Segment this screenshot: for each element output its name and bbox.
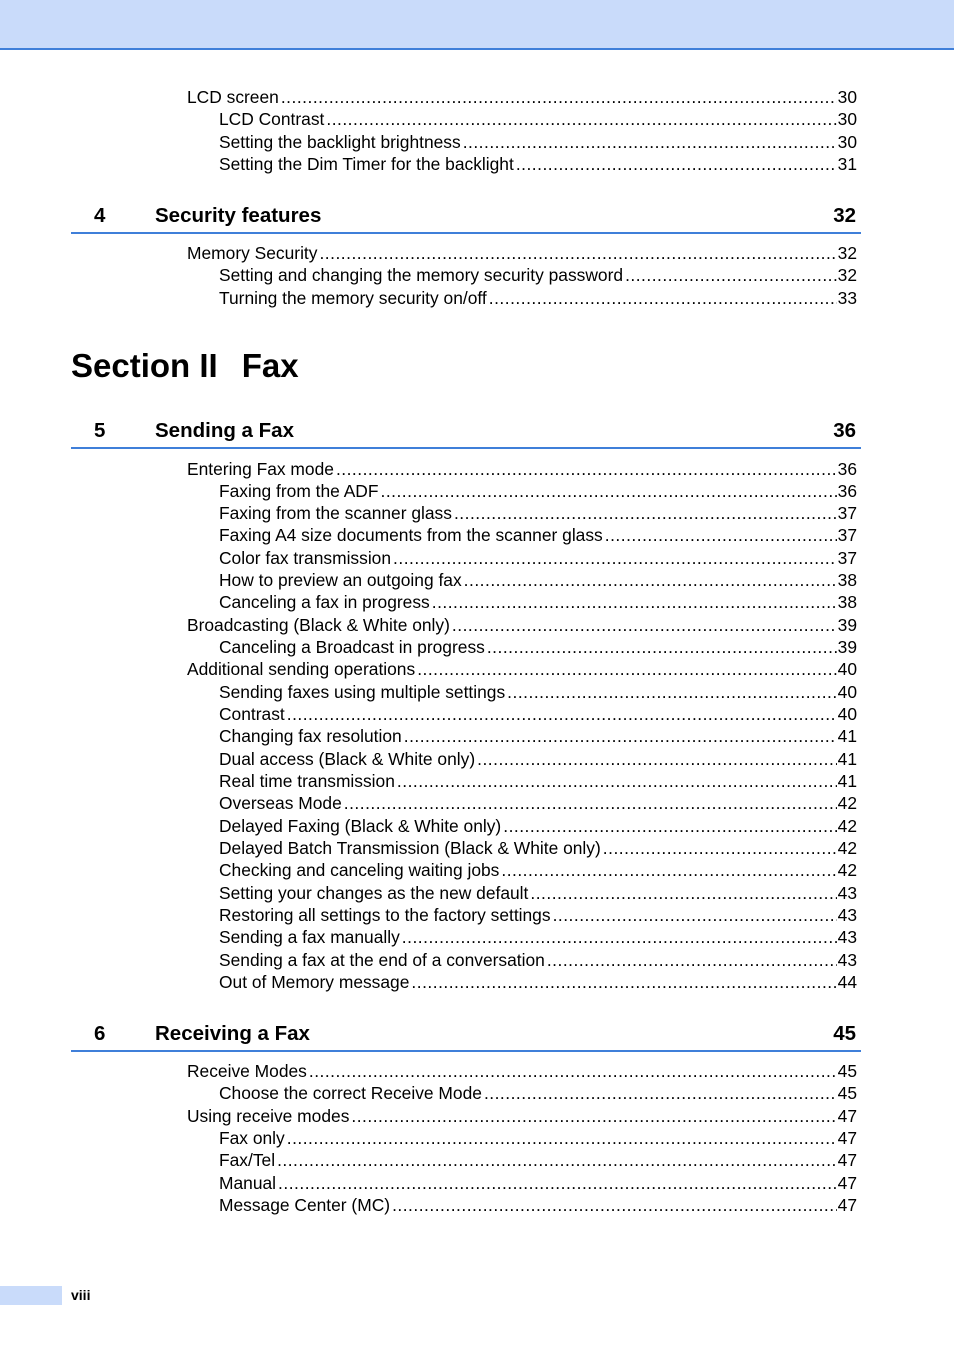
dot-leader (503, 816, 836, 836)
toc-entry-page: 47 (837, 1195, 857, 1215)
toc-entry[interactable] (219, 927, 857, 947)
dot-leader (417, 659, 836, 679)
toc-entry-page: 37 (837, 548, 857, 568)
dot-leader (507, 682, 837, 702)
chapter-title: Receiving a Fax (155, 1022, 310, 1045)
toc-entry[interactable] (219, 972, 857, 992)
toc-entry-page: 43 (837, 905, 857, 925)
toc-entry-title: Turning the memory security on/off (219, 288, 487, 308)
dot-leader (392, 1195, 837, 1215)
toc-entry-page: 37 (837, 525, 857, 545)
toc-entry-title: Broadcasting (Black & White only) (187, 615, 450, 635)
header-band (0, 0, 954, 50)
toc-entry[interactable] (219, 704, 857, 724)
toc-entry-title: Real time transmission (219, 771, 395, 791)
dot-leader (277, 1150, 837, 1170)
dot-leader (309, 1061, 837, 1081)
toc-entry-title: Overseas Mode (219, 793, 342, 813)
toc-entry[interactable] (219, 265, 857, 285)
toc-entry-title: Receive Modes (187, 1061, 307, 1081)
toc-entry-title: Faxing from the ADF (219, 481, 379, 501)
footer-band (0, 1286, 62, 1305)
toc-entry[interactable] (219, 1173, 857, 1193)
dot-leader (432, 592, 837, 612)
toc-entry[interactable] (219, 883, 857, 903)
toc-entry-title: Message Center (MC) (219, 1195, 391, 1215)
toc-entry-title: Canceling a fax in progress (219, 592, 430, 612)
chapter-heading[interactable] (71, 202, 861, 234)
dot-leader (411, 972, 836, 992)
toc-entry-page: 39 (837, 637, 857, 657)
toc-entry-page: 42 (837, 838, 857, 858)
dot-leader (501, 860, 836, 880)
toc-entry-title: Fax only (219, 1128, 285, 1148)
dot-leader (463, 132, 837, 152)
toc-entry[interactable] (219, 816, 857, 836)
toc-entry-title: Manual (219, 1173, 277, 1193)
toc-entry-page: 45 (837, 1061, 857, 1081)
toc-entry-title: Setting your changes as the new default (219, 883, 529, 903)
dot-leader (393, 548, 837, 568)
toc-entry-title: Faxing from the scanner glass (219, 503, 452, 523)
toc-entry-page: 32 (837, 265, 857, 285)
toc-entry-page: 36 (837, 481, 857, 501)
page-number: viii (71, 1287, 91, 1303)
toc-entry[interactable] (219, 838, 857, 858)
toc-entry-title: Setting the Dim Timer for the backlight (219, 154, 514, 174)
toc-entry-page: 40 (837, 704, 857, 724)
dot-leader (397, 771, 837, 791)
toc-entry-page: 38 (837, 592, 857, 612)
toc-entry[interactable] (219, 1083, 857, 1103)
dot-leader (487, 637, 837, 657)
toc-entry[interactable] (187, 1106, 857, 1126)
dot-leader (625, 265, 837, 285)
chapter-heading[interactable] (71, 1020, 861, 1052)
dot-leader (484, 1083, 837, 1103)
section-name: Fax (241, 347, 299, 384)
toc-entry[interactable] (219, 481, 857, 501)
toc-entry-page: 43 (837, 927, 857, 947)
toc-entry[interactable] (187, 243, 857, 263)
dot-leader (287, 704, 837, 724)
toc-entry-title: Setting the backlight brightness (219, 132, 461, 152)
dot-leader (489, 288, 837, 308)
dot-leader (464, 570, 837, 590)
toc-entry-page: 47 (837, 1128, 857, 1148)
toc-entry-title: Additional sending operations (187, 659, 416, 679)
toc-entry-title: Sending faxes using multiple settings (219, 682, 506, 702)
toc-entry-page: 47 (837, 1173, 857, 1193)
toc-entry-title: Sending a fax manually (219, 927, 400, 947)
toc-entry-page: 30 (837, 109, 857, 129)
toc-entry[interactable] (219, 109, 857, 129)
toc-entry-page: 42 (837, 793, 857, 813)
dot-leader (605, 525, 837, 545)
toc-entry[interactable] (219, 1150, 857, 1170)
toc-entry-title: Color fax transmission (219, 548, 392, 568)
toc-entry[interactable] (219, 132, 857, 152)
toc-entry-title: Contrast (219, 704, 285, 724)
dot-leader (530, 883, 836, 903)
toc-entry-page: 40 (837, 659, 857, 679)
toc-entry-page: 47 (837, 1150, 857, 1170)
toc-entry-title: How to preview an outgoing fax (219, 570, 462, 590)
toc-entry-title: Entering Fax mode (187, 459, 334, 479)
toc-entry-title: Setting and changing the memory security password (219, 265, 624, 285)
toc-entry[interactable] (219, 570, 857, 590)
dot-leader (516, 154, 837, 174)
toc-entry-page: 47 (837, 1106, 857, 1126)
toc-entry-title: LCD screen (187, 87, 279, 107)
toc-entry[interactable] (187, 615, 857, 635)
dot-leader (319, 243, 836, 263)
toc-entry-title: Faxing A4 size documents from the scanner glass (219, 525, 603, 545)
toc-entry[interactable] (219, 860, 857, 880)
toc-entry[interactable] (219, 525, 857, 545)
toc-entry[interactable] (187, 1061, 857, 1081)
dot-leader (477, 749, 837, 769)
toc-entry-page: 42 (837, 860, 857, 880)
dot-leader (380, 481, 836, 501)
toc-entry-title: Memory Security (187, 243, 318, 263)
toc-entry-page: 43 (837, 883, 857, 903)
toc-entry[interactable] (219, 726, 857, 746)
dot-leader (452, 615, 837, 635)
chapter-number: 5 (94, 419, 106, 442)
toc-entry-page: 31 (837, 154, 857, 174)
dot-leader (603, 838, 837, 858)
toc-entry[interactable] (219, 503, 857, 523)
toc-entry-title: Checking and canceling waiting jobs (219, 860, 500, 880)
toc-entry-title: LCD Contrast (219, 109, 325, 129)
dot-leader (553, 905, 837, 925)
dot-leader (287, 1128, 837, 1148)
dot-leader (326, 109, 836, 129)
toc-entry[interactable] (219, 749, 857, 769)
toc-entry-title: Dual access (Black & White only) (219, 749, 476, 769)
dot-leader (281, 87, 837, 107)
toc-entry[interactable] (219, 771, 857, 791)
toc-entry-title: Out of Memory message (219, 972, 410, 992)
toc-entry[interactable] (187, 459, 857, 479)
toc-entry-title: Using receive modes (187, 1106, 350, 1126)
toc-entry[interactable] (219, 637, 857, 657)
toc-entry[interactable] (219, 793, 857, 813)
dot-leader (404, 726, 837, 746)
chapter-page: 36 (833, 419, 856, 442)
toc-entry[interactable] (219, 905, 857, 925)
chapter-page: 45 (833, 1022, 856, 1045)
toc-entry[interactable] (219, 1195, 857, 1215)
dot-leader (344, 793, 837, 813)
toc-entry-page: 41 (837, 749, 857, 769)
dot-leader (351, 1106, 836, 1126)
toc-entry-title: Delayed Faxing (Black & White only) (219, 816, 502, 836)
toc-entry-title: Canceling a Broadcast in progress (219, 637, 485, 657)
chapter-heading[interactable] (71, 417, 861, 449)
chapter-page: 32 (833, 204, 856, 227)
toc-entry-page: 44 (837, 972, 857, 992)
toc-entry-page: 39 (837, 615, 857, 635)
toc-entry-page: 37 (837, 503, 857, 523)
toc-entry-page: 36 (837, 459, 857, 479)
toc-entry[interactable] (219, 682, 857, 702)
toc-entry-page: 32 (837, 243, 857, 263)
dot-leader (402, 927, 837, 947)
toc-entry-title: Delayed Batch Transmission (Black & White only) (219, 838, 601, 858)
dot-leader (454, 503, 837, 523)
toc-entry[interactable] (219, 288, 857, 308)
toc-entry-title: Sending a fax at the end of a conversation (219, 950, 545, 970)
toc-entry-title: Fax/Tel (219, 1150, 276, 1170)
toc-entry-title: Restoring all settings to the factory settings (219, 905, 551, 925)
section-title (71, 346, 299, 386)
toc-entry[interactable] (187, 659, 857, 679)
toc-entry-page: 38 (837, 570, 857, 590)
toc-entry-page: 33 (837, 288, 857, 308)
toc-entry[interactable] (219, 154, 857, 174)
chapter-title: Sending a Fax (155, 419, 294, 442)
toc-entry-page: 30 (837, 132, 857, 152)
toc-entry-page: 45 (837, 1083, 857, 1103)
toc-entry-title: Choose the correct Receive Mode (219, 1083, 482, 1103)
toc-entry-page: 43 (837, 950, 857, 970)
toc-entry-title: Changing fax resolution (219, 726, 402, 746)
dot-leader (547, 950, 837, 970)
section-label: Section II (71, 347, 218, 384)
toc-entry-page: 40 (837, 682, 857, 702)
toc-entry[interactable] (219, 1128, 857, 1148)
dot-leader (336, 459, 837, 479)
toc-entry-page: 41 (837, 726, 857, 746)
chapter-title: Security features (155, 204, 322, 227)
chapter-number: 6 (94, 1022, 106, 1045)
toc-entry[interactable] (219, 592, 857, 612)
toc-entry[interactable] (219, 950, 857, 970)
dot-leader (278, 1173, 837, 1193)
toc-entry[interactable] (187, 87, 857, 107)
toc-entry-page: 42 (837, 816, 857, 836)
toc-entry-page: 30 (837, 87, 857, 107)
toc-entry[interactable] (219, 548, 857, 568)
chapter-number: 4 (94, 204, 106, 227)
toc-entry-page: 41 (837, 771, 857, 791)
